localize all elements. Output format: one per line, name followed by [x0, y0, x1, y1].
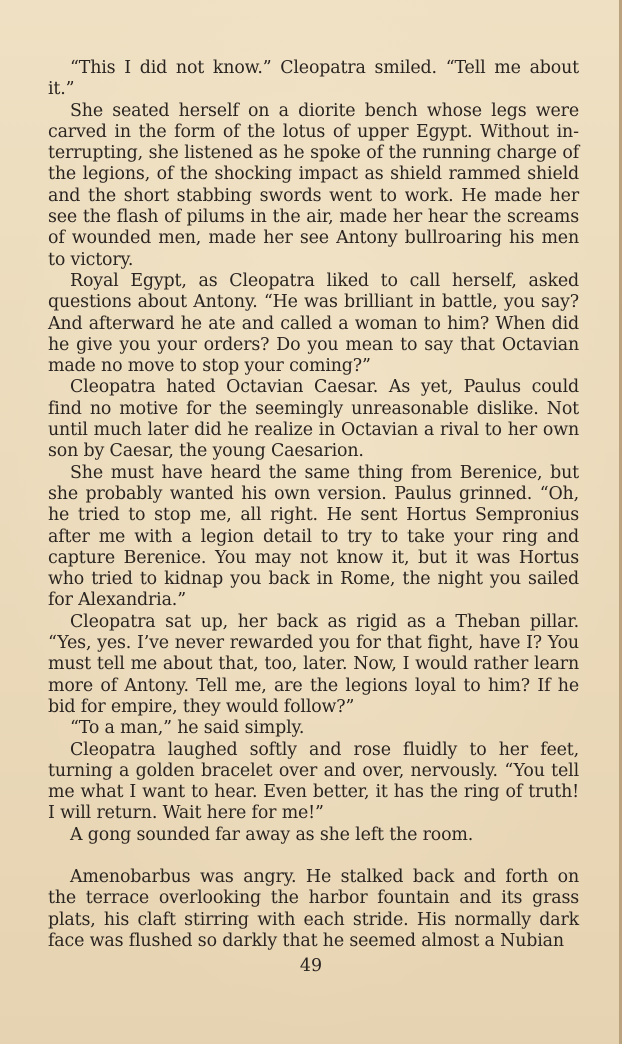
paragraph: Cleopatra sat up, her back as rigid as a Theban pillar. “Yes, yes. I’ve never rewarded you for that fight, have I? You must tell me about that, too, later. Now, I would rather learn more of Antony. Tell me, are the legions loyal to him? If he bid for empire, they would follow?” — [48, 611, 579, 717]
paragraph: Cleopatra laughed softly and rose fluidly to her feet, turning a golden bracelet over and over, nervously. “You tell me what I want to hear. Even better, it has the ring of truth! I will return. Wait here for me!” — [48, 739, 579, 824]
paragraph: Amenobarbus was angry. He stalked back and forth on the terrace overlooking the harbor fountain and its grass plats, his claft stirring with each stride. His normally dark face was flushed so darkly that he seemed almost a Nubian — [48, 866, 579, 951]
paragraph: She seated herself on a diorite bench whose legs were carved in the form of the lotus of upper Egypt. Without interrupting, she listened as he spoke of the running charge of the legions, of the shocking impact as shield rammed shield and the short stabbing swords went to work. He made her see the flash of pilums in the air, made her hear the screams of wounded men, made her see Antony bullroaring his men to victory. — [48, 100, 579, 270]
paragraph: She must have heard the same thing from Berenice, but she probably wanted his own version. Paulus grinned. “Oh, he tried to stop me, all right. He sent Hortus Sempronius after me with a legion detail to try to take your ring and capture Berenice. You may not know it, but it was Hortus who tried to kidnap you back in Rome, the night you sailed for Alexandria.” — [48, 462, 579, 611]
body-text — [48, 58, 579, 952]
paragraph: Cleopatra hated Octavian Caesar. As yet, Paulus could find no motive for the seemingly unreasonable dislike. Not until much later did he realize in Octavian a rival to her own son by Caesar, the young Caesarion. — [48, 377, 579, 462]
page-number: 49 — [299, 956, 323, 976]
paragraph: “To a man,” he said simply. — [70, 718, 305, 739]
paragraph: A gong sounded far away as she left the room. — [70, 824, 474, 845]
paragraph: “This I did not know.” Cleopatra smiled. “Tell me about it.” — [48, 58, 579, 100]
paragraph: Royal Egypt, as Cleopatra liked to call herself, asked questions about Antony. “He was brilliant in battle, you say? And afterward he ate and called a woman to him? When did he give you your orders? Do you mean to say that Octavian made no move to stop your coming?” — [48, 270, 579, 377]
section-break — [48, 846, 579, 867]
